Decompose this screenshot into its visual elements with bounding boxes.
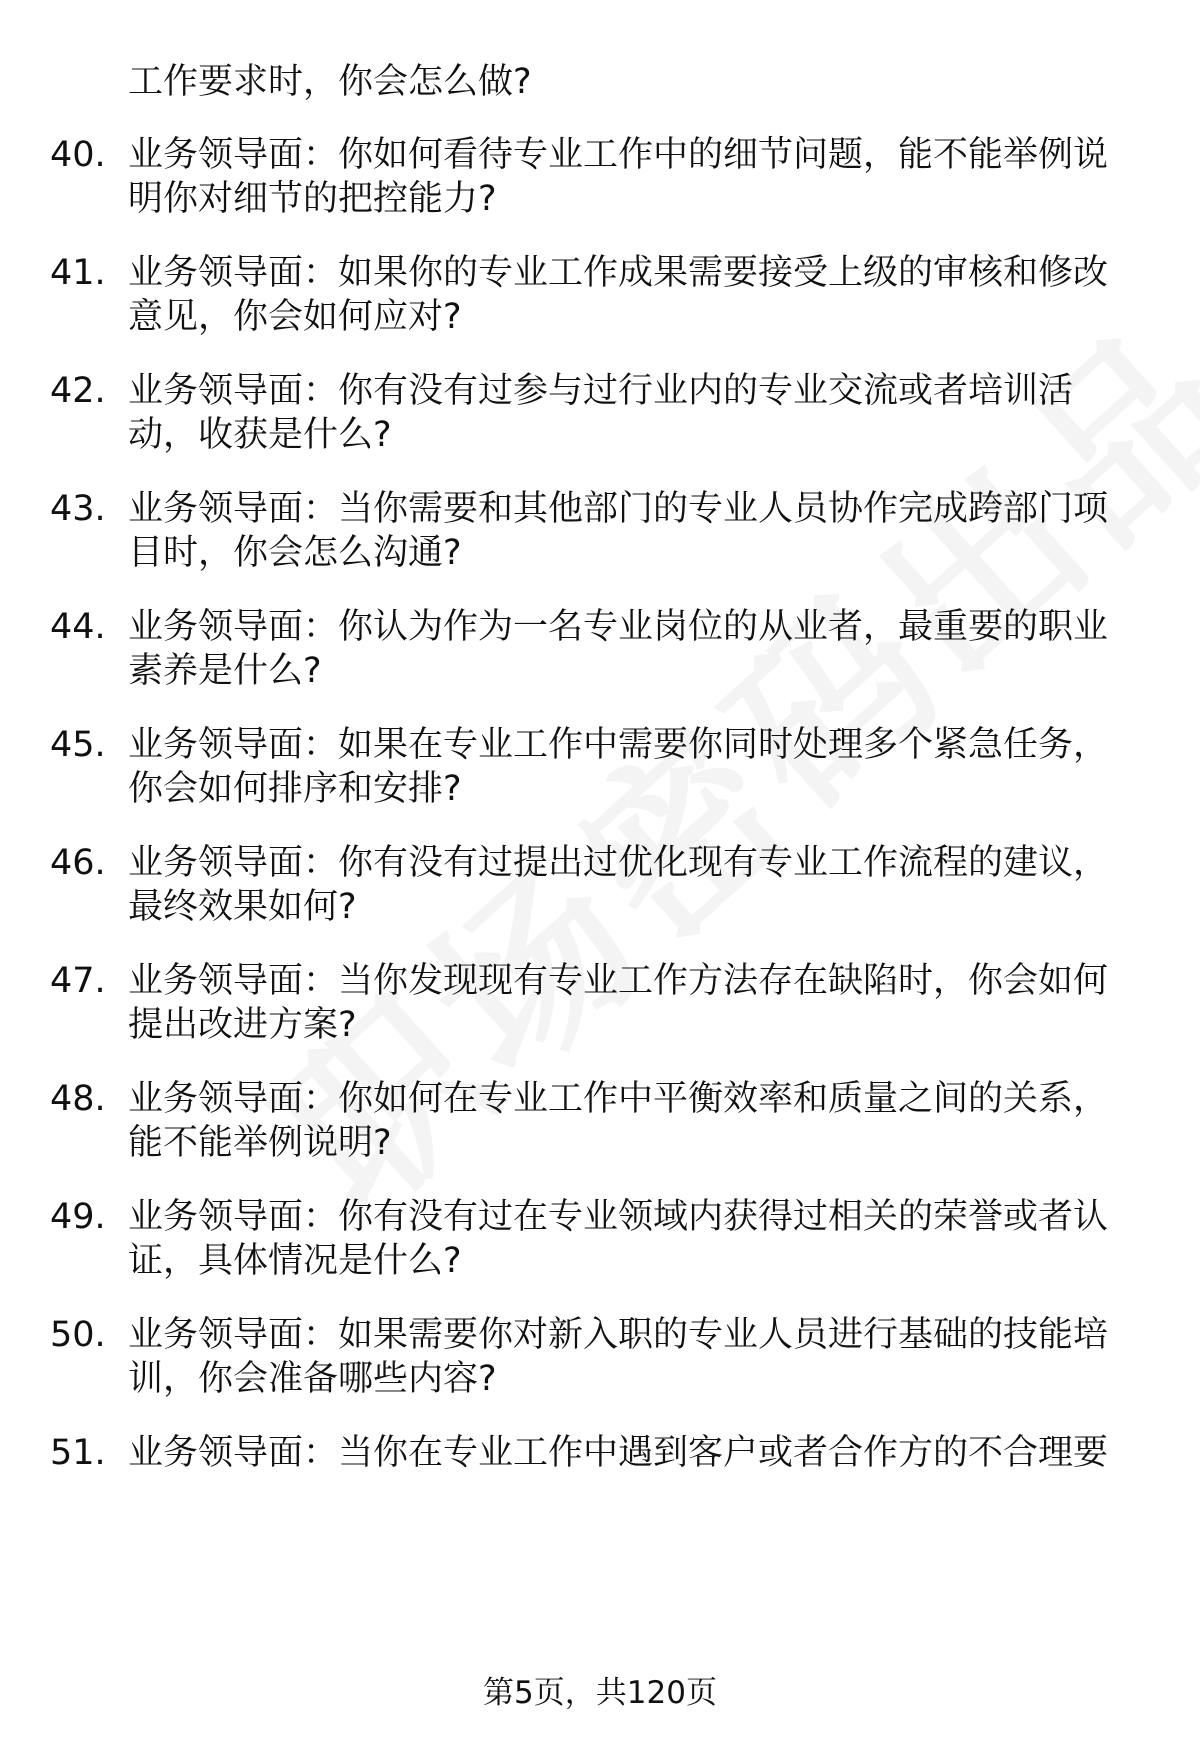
page-footer: 第5页，共120页 (483, 1675, 717, 1711)
item-number: 47. (50, 961, 106, 1001)
item-text-line1: 业务领导面：你如何看待专业工作中的细节问题，能不能举例说 (128, 135, 1109, 175)
item-text-line1: 业务领导面：当你在专业工作中遇到客户或者合作方的不合理要 (128, 1433, 1109, 1473)
item-number: 46. (50, 843, 106, 883)
item-text-line2: 能不能举例说明? (128, 1123, 392, 1163)
item-text-line2: 最终效果如何? (128, 887, 357, 927)
item-text-line2: 素养是什么? (128, 651, 322, 691)
item-text-line1: 业务领导面：如果你的专业工作成果需要接受上级的审核和修改 (128, 253, 1109, 293)
item-text-line1: 业务领导面：你有没有过在专业领域内获得过相关的荣誉或者认 (128, 1197, 1109, 1237)
item-text-line1: 业务领导面：你有没有过参与过行业内的专业交流或者培训活 (128, 371, 1074, 411)
item-text-line2: 意见，你会如何应对? (128, 297, 462, 337)
item-number: 50. (50, 1315, 106, 1355)
continuation-line: 工作要求时，你会怎么做? (128, 62, 532, 102)
item-number: 44. (50, 607, 106, 647)
item-text-line1: 业务领导面：当你需要和其他部门的专业人员协作完成跨部门项 (128, 489, 1109, 529)
item-number: 49. (50, 1197, 106, 1237)
item-text-line2: 你会如何排序和安排? (128, 769, 462, 809)
item-number: 43. (50, 489, 106, 529)
item-text-line2: 目时，你会怎么沟通? (128, 533, 462, 573)
item-text-line1: 业务领导面：你认为作为一名专业岗位的从业者，最重要的职业 (128, 607, 1109, 647)
item-text-line2: 提出改进方案? (128, 1005, 357, 1045)
item-number: 45. (50, 725, 106, 765)
item-number: 42. (50, 371, 106, 411)
item-number: 51. (50, 1433, 106, 1473)
item-text-line1: 业务领导面：你有没有过提出过优化现有专业工作流程的建议， (128, 843, 1109, 883)
item-text-line1: 业务领导面：当你发现现有专业工作方法存在缺陷时，你会如何 (128, 961, 1109, 1001)
item-text-line2: 训，你会准备哪些内容? (128, 1359, 497, 1399)
item-number: 41. (50, 253, 106, 293)
item-text-line1: 业务领导面：如果需要你对新入职的专业人员进行基础的技能培 (128, 1315, 1109, 1355)
item-text-line1: 业务领导面：你如何在专业工作中平衡效率和质量之间的关系， (128, 1079, 1109, 1119)
item-text-line2: 证，具体情况是什么? (128, 1241, 462, 1281)
item-text-line2: 明你对细节的把控能力? (128, 179, 497, 219)
item-number: 48. (50, 1079, 106, 1119)
item-number: 40. (50, 135, 106, 175)
item-text-line2: 动，收获是什么? (128, 415, 392, 455)
item-text-line1: 业务领导面：如果在专业工作中需要你同时处理多个紧急任务， (128, 725, 1109, 765)
